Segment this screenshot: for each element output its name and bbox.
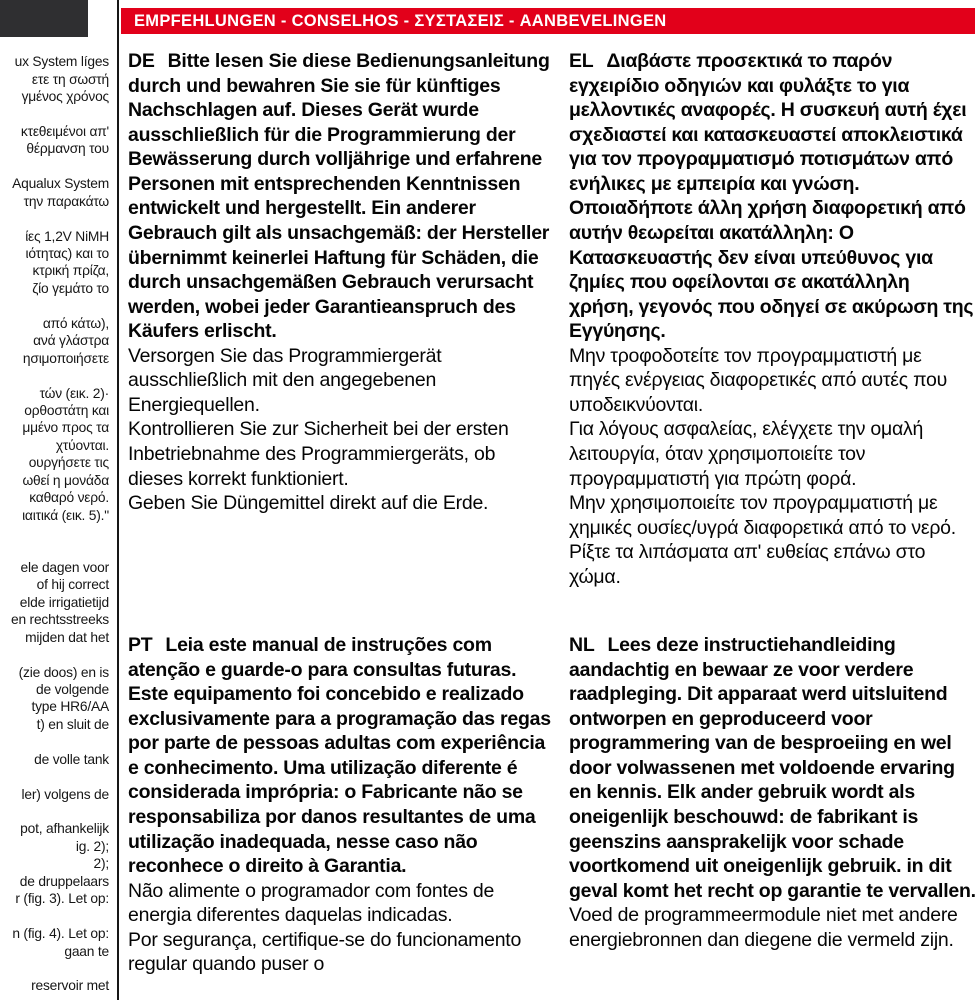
section-pt-lead xyxy=(128,633,552,879)
section-el-lead xyxy=(569,49,977,344)
margin-text-fragment xyxy=(0,524,112,541)
margin-text-fragment: t) en sluit de xyxy=(36,716,109,732)
margin-text-fragment: ωθεί η μονάδα xyxy=(22,472,109,488)
margin-text-fragment: (zie doos) en is xyxy=(18,664,109,680)
margin-text-fragment: of hij correct xyxy=(36,577,109,593)
margin-text-fragment: ιότητας) και το xyxy=(25,246,109,262)
margin-text-fragment: ουργήσετε τις xyxy=(28,455,109,471)
body-paragraph: Ρίξτε τα λιπάσματα απ' ευθείας επάνω στο χώμα. xyxy=(569,541,926,588)
column-divider-rule xyxy=(117,0,119,1000)
body-paragraph: Versorgen Sie das Programmiergerät ausschließlich mit den angegebenen Energiequellen. xyxy=(128,344,442,416)
section-el-lead-text: Διαβάστε προσεκτικά το παρόν εγχειρίδιο οδηγιών και φυλάξτε το για μελλοντικές αναφορές. Η συσκευή αυτή έχει σχεδιαστεί και κατασκευαστεί αποκλειστικά για τον προγραμματισμό ποτισμάτων από ενήλικες με εμπειρία και γνώση. Οποιαδήποτε άλλη χρήση διαφορετική από αυτήν θεωρείται ακατάλληλη: Ο Κατασκευαστής δεν είναι υπεύθυνος για ζημίες που οφείλονται σε ακατάλληλη χρήση, γεγονός που οδηγεί σε ακύρωση της Εγγύησης. xyxy=(569,50,974,343)
margin-text-fragment xyxy=(0,803,112,820)
margin-text-fragment xyxy=(0,733,112,750)
section-pt-lead-text: Leia este manual de instruções com atenção e guarde-o para consultas futuras. Este equipamento foi concebido e realizado exclusivamente para a programação das regas por parte de pessoas adultas com experiência e conhecimento. Uma utilização diferente é considerada imprópria: o Fabricante não se responsabiliza por danos resultantes de uma utilização inadequada, nesse caso não reconhece o direito à Garantia. xyxy=(128,634,551,878)
margin-text-fragment: elde irrigatietijd xyxy=(19,594,109,610)
lang-code-nl: NL xyxy=(569,634,595,656)
section-pt xyxy=(128,633,552,977)
margin-text-fragment: type HR6/AA xyxy=(31,699,109,715)
margin-text-fragment: ux System líges xyxy=(14,54,109,70)
body-paragraph: Μην χρησιμοποιείτε τον προγραμματιστή με χημικές ουσίες/υγρά διαφορετικά από το νερό. xyxy=(569,492,956,539)
margin-text-fragment: ετε τη σωστή xyxy=(31,71,109,87)
margin-text-fragment: ler) volgens de xyxy=(21,786,109,802)
margin-text-fragment xyxy=(0,646,112,663)
margin-text-fragment xyxy=(0,768,112,785)
section-nl-lead xyxy=(569,633,977,903)
margin-text-fragment: ησιμοποιήσετε xyxy=(22,350,109,366)
body-paragraph: Não alimente o programador com fontes de energia diferentes daquelas indicadas. xyxy=(128,879,495,927)
margin-text-fragment: ορθοστάτη και xyxy=(24,402,109,418)
margin-text-fragment: n (fig. 4). Let op: xyxy=(12,926,109,942)
margin-text-fragment: en rechtsstreeks xyxy=(10,612,109,628)
margin-text-fragment: κτρική πρίζα, xyxy=(32,263,109,279)
margin-text-fragment xyxy=(0,297,112,314)
margin-text-fragment: καθαρό νερό. xyxy=(29,490,109,506)
margin-text-fragment: ig. 2); xyxy=(75,838,109,854)
margin-text-fragment xyxy=(0,367,112,384)
lang-code-el: EL xyxy=(569,50,594,72)
margin-text-fragment: την παρακάτω xyxy=(23,193,109,209)
margin-text-fragment: μμένο προς τα xyxy=(22,420,109,436)
margin-text-fragment: γμένος χρόνος xyxy=(21,89,109,105)
body-paragraph: Por segurança, certifique-se do funcionamento regular quando puser o xyxy=(128,928,522,976)
margin-text-fragment: reservoir met xyxy=(31,978,109,994)
section-nl xyxy=(569,633,977,952)
section-de xyxy=(128,49,552,516)
margin-text-fragment: τών (εικ. 2)· xyxy=(39,385,109,401)
margin-text-fragment xyxy=(0,105,112,122)
body-paragraph: Kontrollieren Sie zur Sicherheit bei der ersten Inbetriebnahme des Programmiergeräts, ob dieses korrekt funktioniert. xyxy=(128,418,509,490)
margin-text-fragment: ζίο γεμάτο το xyxy=(32,280,109,296)
left-margin-column xyxy=(0,53,112,995)
section-el xyxy=(569,49,977,589)
margin-text-fragment: θέρμανση του xyxy=(26,141,109,157)
margin-text-fragment: 2); xyxy=(93,856,109,872)
margin-text-fragment: ιαιτικά (εικ. 5)." xyxy=(22,507,109,523)
margin-text-fragment: Aqualux System xyxy=(12,176,109,192)
section-de-lead xyxy=(128,49,552,344)
header-title: EMPFEHLUNGEN - CONSELHOS - ΣΥΣΤΑΣΕΙΣ - AANBEVELINGEN xyxy=(134,11,667,30)
margin-text-fragment: pot, afhankelijk xyxy=(20,821,109,837)
lang-code-pt: PT xyxy=(128,634,153,656)
margin-text-fragment: de druppelaars xyxy=(19,873,109,889)
margin-text-fragment: mijden dat het xyxy=(25,629,109,645)
margin-text-fragment: κτεθειμένοι απ' xyxy=(20,123,109,139)
body-paragraph: Για λόγους ασφαλείας, ελέγχετε την ομαλή λειτουργία, όταν χρησιμοποιείτε τον προγραμματιστή για πρώτη φορά. xyxy=(569,418,924,490)
margin-text-fragment: ίες 1,2V NiMH xyxy=(25,228,109,244)
margin-text-fragment: r (fig. 3). Let op: xyxy=(15,891,109,907)
margin-text-fragment: ele dagen voor xyxy=(20,559,109,575)
margin-text-fragment xyxy=(0,960,112,977)
body-paragraph: Voed de programmeermodule niet met andere energiebronnen dan diegene die vermeld zijn. xyxy=(569,904,958,951)
section-el-body xyxy=(569,344,977,590)
margin-text-fragment: de volle tank xyxy=(34,751,109,767)
margin-text-fragment xyxy=(0,541,112,558)
section-de-lead-text: Bitte lesen Sie diese Bedienungsanleitung durch und bewahren Sie sie für künftiges Nachschlagen auf. Dieses Gerät wurde ausschließlich für die Programmierung der Bewässerung durch volljährige und erfahrene Personen mit entsprechenden Kenntnissen entwickelt und hergestellt. Ein anderer Gebrauch gilt als unsachgemäß: der Hersteller übernimmt keinerlei Haftung für Schäden, die durch unsachgemäßen Gebrauch verursacht werden, wobei jeder Garantieanspruch des Käufers erlischt. xyxy=(128,50,550,343)
margin-text-fragment xyxy=(0,158,112,175)
margin-text-fragment xyxy=(0,210,112,227)
body-paragraph: Μην τροφοδοτείτε τον προγραμματιστή με πηγές ενέργειας διαφορετικές από αυτές που υποδεικνύονται. xyxy=(569,344,948,416)
margin-text-fragment xyxy=(0,907,112,924)
lang-code-de: DE xyxy=(128,50,155,72)
margin-text-fragment: από κάτω), xyxy=(42,315,109,331)
margin-text-fragment: de volgende xyxy=(36,681,109,697)
section-de-body xyxy=(128,344,552,516)
margin-text-fragment: ανά γλάστρα xyxy=(33,333,109,349)
section-pt-body xyxy=(128,879,552,977)
margin-text-fragment: gaan te xyxy=(64,943,109,959)
recommendations-header xyxy=(121,8,975,34)
body-paragraph: Geben Sie Düngemittel direkt auf die Erde. xyxy=(128,492,489,515)
section-nl-body xyxy=(569,903,977,952)
margin-text-fragment: χτύονται. xyxy=(55,437,109,453)
section-nl-lead-text: Lees deze instructiehandleiding aandachtig en bewaar ze voor verdere raadpleging. Dit apparaat werd uitsluitend ontworpen en geproduceerd voor programmering van de besproeiing en wel door volwassenen met voldoende ervaring en kennis. Elk ander gebruik wordt als oneigenlijk beschouwd: de fabrikant is geenszins aansprakelijk voor schade voortkomend uit oneigenlijk gebruik. in dit geval komt het recht op garantie te vervallen. xyxy=(569,634,976,902)
page-corner-black-block xyxy=(0,0,88,37)
